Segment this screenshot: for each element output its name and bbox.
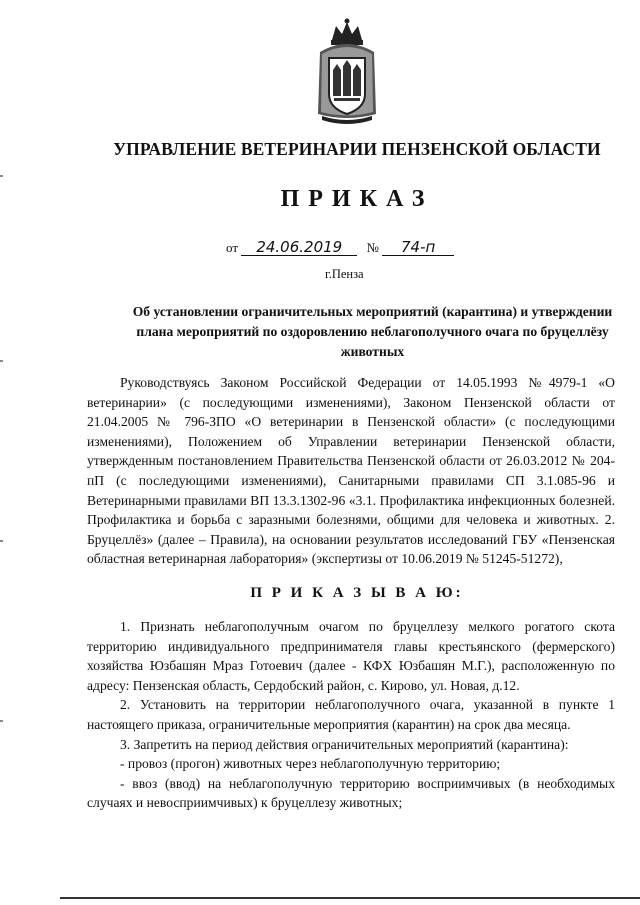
date-prefix: от xyxy=(226,240,239,255)
document-type-title: ПРИКАЗ xyxy=(280,186,434,212)
page-bottom-rule xyxy=(60,897,640,899)
order-subpoint: - провоз (прогон) животных через неблагополучную территорию; xyxy=(120,756,501,772)
order-point: 1. Признать неблагополучным очагом по бруцеллезу мелкого рогатого скота территорию индивидуального предпринимателя главы крестьянского (фермерского) хозяйства Юзбашян Мраз Готоевич (далее - КФХ Юзбашян М.Г.), расположенную по адресу: Пензенская область, Сердобский район, с. Кирово, ул. Новая, д.12. xyxy=(87,619,615,693)
scan-margin-mark xyxy=(0,175,3,177)
order-date: 24.06.2019 xyxy=(241,240,357,256)
order-number: 74-п xyxy=(382,240,454,256)
city-label: г.Пенза xyxy=(325,267,364,281)
legal-basis-paragraph xyxy=(87,373,615,569)
scan-margin-mark xyxy=(0,540,3,542)
date-number-line xyxy=(226,240,454,256)
order-subpoint: - ввоз (ввод) на неблагополучную территорию восприимчивых (в необходимых случаях и невосприимчивых) к бруцеллезу животных; xyxy=(87,775,615,811)
legal-basis-text: Руководствуясь Законом Российской Федерации от 14.05.1993 №4979-1 «О ветеринарии» (с последующими изменениями), Законом Пензенской области от 21.04.2005 № 796-ЗПО «О ветеринарии в Пензенской области» (с последующими изменениями), Положением об Управлении ветеринарии Пензенской области, утвержденным постановлением Правительства Пензенской области от 26.03.2012 № 204-пП (с последующими изменениями), Санитарными правилами СП 3.1.085-96 и Ветеринарными правилами ВП 13.3.1302-96 «3.1. Профилактика инфекционных болезней. Профилактика и борьба с заразными болезнями, общими для человека и животных. 2. Бруцеллёз» (далее – Правила), на основании результатов исследований ГБУ «Пензенская областная ветеринарная лаборатория» (экспертизы от 10.06.2019 № 51245-51272), xyxy=(87,375,615,567)
order-points xyxy=(87,617,615,813)
scan-margin-mark xyxy=(0,720,3,722)
order-point: 2. Установить на территории неблагополучного очага, указанной в пункте 1 настоящего приказа, ограничительные мероприятия (карантин) на срок два месяца. xyxy=(87,697,615,732)
order-point: 3. Запретить на период действия ограничительных мероприятий (карантина): xyxy=(120,736,569,752)
number-prefix: № xyxy=(366,240,379,255)
scan-margin-mark xyxy=(0,360,3,362)
organization-name: УПРАВЛЕНИЕ ВЕТЕРИНАРИИ ПЕНЗЕНСКОЙ ОБЛАСТИ xyxy=(113,139,601,159)
coat-of-arms-icon xyxy=(312,18,382,124)
order-subject: Об установлении ограничительных мероприятий (карантина) и утверждении плана мероприятий по оздоровлению неблагополучного очага по бруцеллёзу животных xyxy=(132,304,613,359)
order-heading: П Р И К А З Ы В А Ю: xyxy=(250,585,464,601)
